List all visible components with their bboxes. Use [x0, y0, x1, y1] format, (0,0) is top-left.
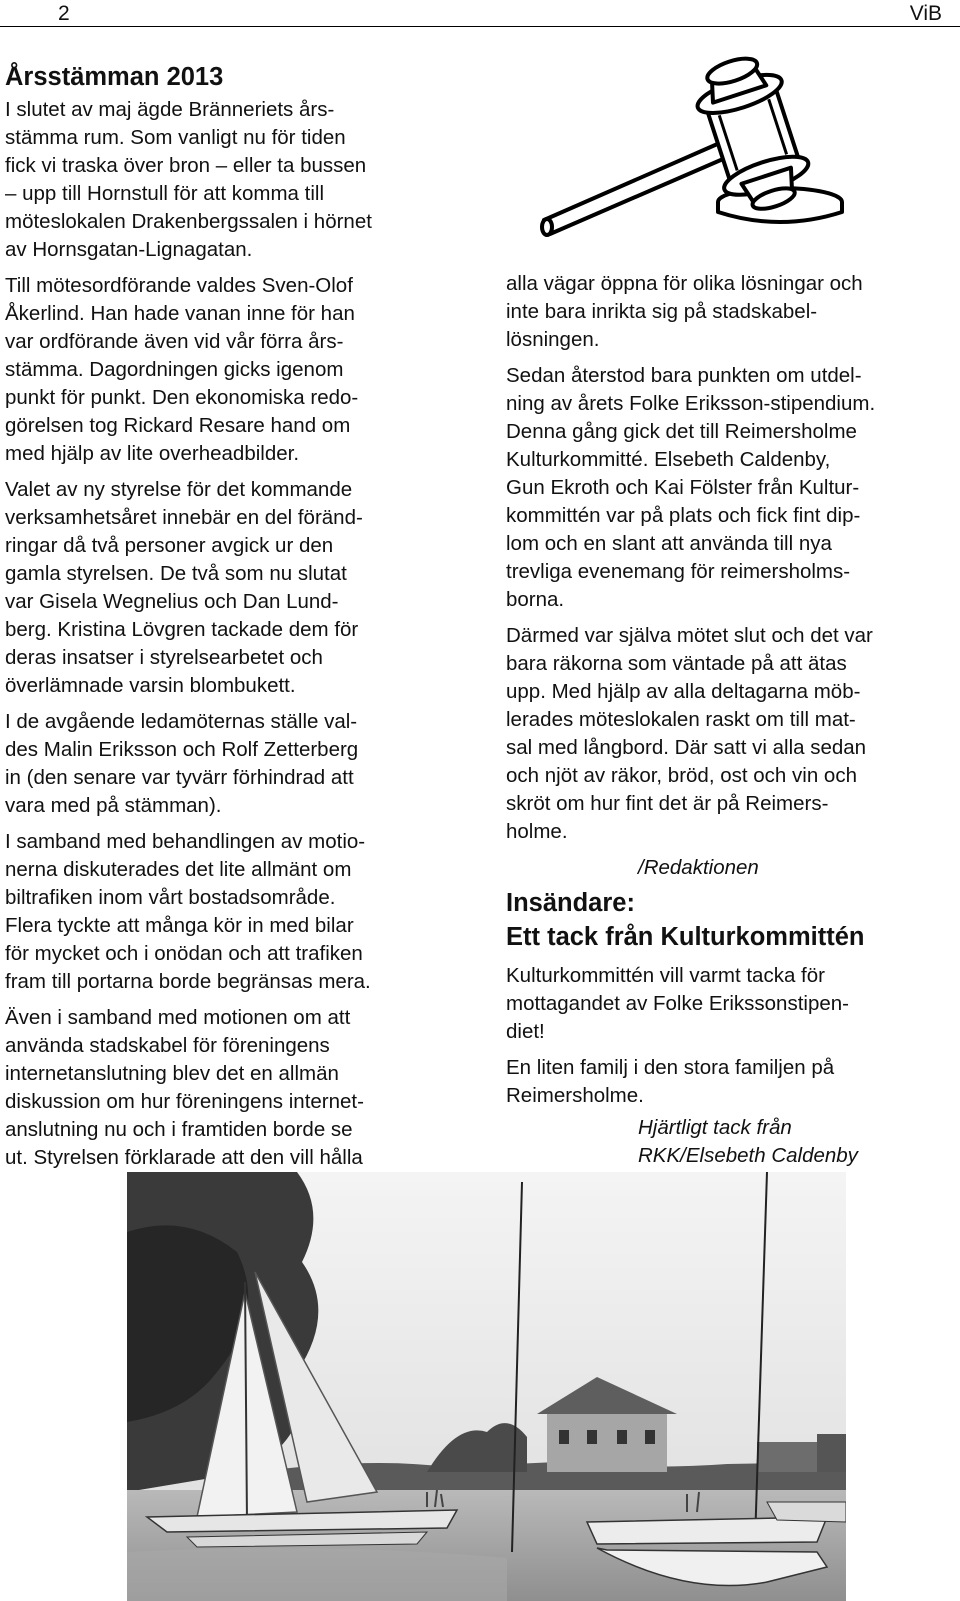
- letter-title: Ett tack från Kulturkommittén: [506, 923, 865, 951]
- article-right-column: [506, 270, 951, 1170]
- publication-name: ViB: [909, 2, 942, 25]
- article-paragraph: I samband med behandlingen av motio- nerna diskuterades det lite allmänt om biltrafiken inom vårt bostadsområde. Flera tyckte att många kör in med bilar för mycket och i onödan och att trafiken fram till portarna borde begränsas mera.: [5, 830, 371, 993]
- letter-paragraph: En liten familj i den stora familjen på Reimersholme.: [506, 1056, 835, 1107]
- article-paragraph: alla vägar öppna för olika lösningar och inte bara inrikta sig på stadskabel- lösningen.: [506, 272, 863, 351]
- article-paragraph: I de avgående ledamöternas ställe val- des Malin Eriksson och Rolf Zetterberg in (den senare var tyvärr förhindrad att vara med på stämman).: [5, 710, 359, 817]
- article-left-column: [5, 60, 445, 1180]
- letter-paragraph: Kulturkommittén vill varmt tacka för mottagandet av Folke Erikssonstipen- diet!: [506, 964, 849, 1043]
- letter-closing: Hjärtligt tack från RKK/Elsebeth Caldenby: [638, 1116, 858, 1167]
- sailboats-lake-photo: [127, 1172, 846, 1601]
- page-header: [0, 0, 960, 27]
- page-number: 2: [58, 2, 70, 25]
- article-paragraph: Sedan återstod bara punkten om utdel- ning av årets Folke Eriksson-stipendium. Denna gång gick det till Reimersholme Kulturkommitté. Elsebeth Caldenby, Gun Ekroth och Kai Fölster från Kultur- kommittén var på plats och fick fint dip- lom och en slant att använda till nya trevliga evenemang för reimersholms- borna.: [506, 364, 876, 611]
- article-paragraph: Till mötesordförande valdes Sven-Olof Åkerlind. Han hade vanan inne för han var ordförande även vid vår förra års- stämma. Dagordningen gicks igenom punkt för punkt. Den ekonomiska redo- görelsen tog Rickard Resare hand om med hjälp av lite overheadbilder.: [5, 274, 359, 465]
- gavel-illustration: [540, 36, 860, 246]
- article-paragraph: I slutet av maj ägde Bränneriets års- stämma rum. Som vanligt nu för tiden fick vi traska över bron – eller ta bussen – upp till Hornstull för att komma till möteslokalen Drakenbergssalen i hörnet av Hornsgatan-Lignagatan.: [5, 98, 372, 261]
- article-signature: /Redaktionen: [638, 856, 759, 879]
- letter-heading: Insändare:: [506, 889, 635, 917]
- article-title: Årsstämman 2013: [5, 63, 224, 91]
- article-paragraph: Valet av ny styrelse för det kommande verksamhetsåret innebär en del föränd- ringar då två personer avgick ur den gamla styrelsen. De två som nu slutat var Gisela Wegnelius och Dan Lund- berg. Kristina Lövgren tackade dem för deras insatser i styrelsearbetet och överlämnade varsin blombukett.: [5, 478, 363, 697]
- article-paragraph: Även i samband med motionen om att använda stadskabel för föreningens internetanslutning blev det en allmän diskussion om hur föreningens internet- anslutning nu och i framtiden borde se ut. Styrelsen förklarade att den vill hålla: [5, 1006, 364, 1169]
- article-paragraph: Därmed var själva mötet slut och det var bara räkorna som väntade på att ätas upp. Med hjälp av alla deltagarna möb- lerades möteslokalen raskt om till mat- sal med långbord. Där satt vi alla sedan och njöt av räkor, bröd, ost och vin och skröt om hur fint det är på Reimers- holme.: [506, 624, 873, 843]
